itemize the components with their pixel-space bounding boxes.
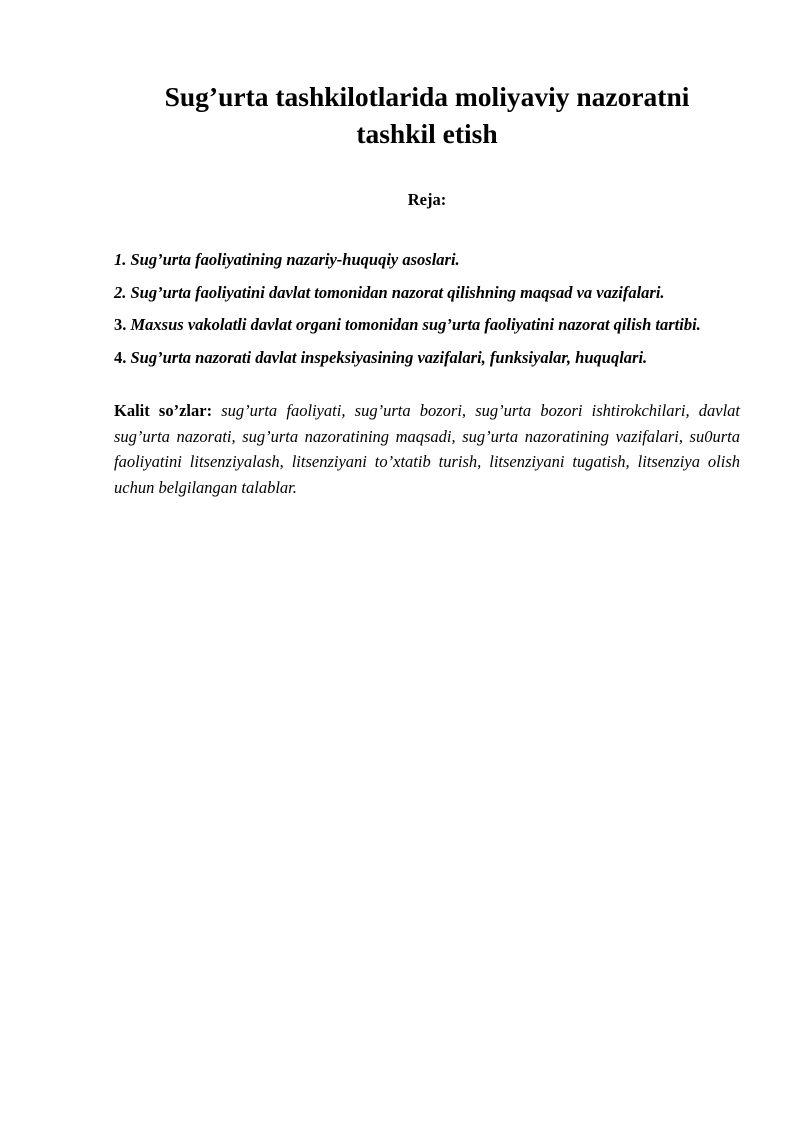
plan-item-text: Sug’urta faoliyatining nazariy-huquqiy asoslari. — [130, 250, 460, 269]
plan-item-2 — [114, 277, 740, 310]
plan-item-1 — [114, 244, 740, 277]
plan-item-text: Sug’urta faoliyatini davlat tomonidan nazorat qilishning maqsad va vazifalari. — [130, 282, 665, 302]
plan-item-number: 1. — [114, 250, 127, 269]
plan-item-number: 4. — [114, 347, 127, 367]
plan-item-number: 2. — [114, 282, 127, 302]
plan-item-text: Maxsus vakolatli davlat organi tomonidan sug’urta faoliyatini nazorat qilish tartibi. — [130, 315, 701, 334]
plan-heading: Reja: — [407, 190, 447, 209]
keywords-text: sug’urta faoliyati, sug’urta bozori, sug’urta bozori ishtirokchilari, davlat sug’urta nazorati, sug’urta nazoratining maqsadi, sug’urta nazoratining vazifalari, su0urta faoliyatini litsenziyalash, litsenziyani to’xtatib turish, litsenziyani tugatish, litsenziya olish uchun belgilangan talablar. — [114, 401, 741, 497]
title-line-2: tashkil etish — [356, 118, 498, 149]
plan-item-3 — [114, 309, 740, 342]
plan-list — [114, 210, 740, 374]
plan-item-4 — [114, 342, 740, 375]
plan-item-number: 3. — [114, 315, 127, 334]
plan-item-text: Sug’urta nazorati davlat inspeksiyasining vazifalari, funksiyalar, huquqlari. — [130, 347, 648, 367]
keywords-paragraph — [114, 374, 740, 500]
keywords-label: Kalit so’zlar: — [114, 401, 213, 420]
document-title — [114, 0, 740, 152]
title-line-1: Sug’urta tashkilotlarida moliyaviy nazoratni — [164, 81, 690, 112]
